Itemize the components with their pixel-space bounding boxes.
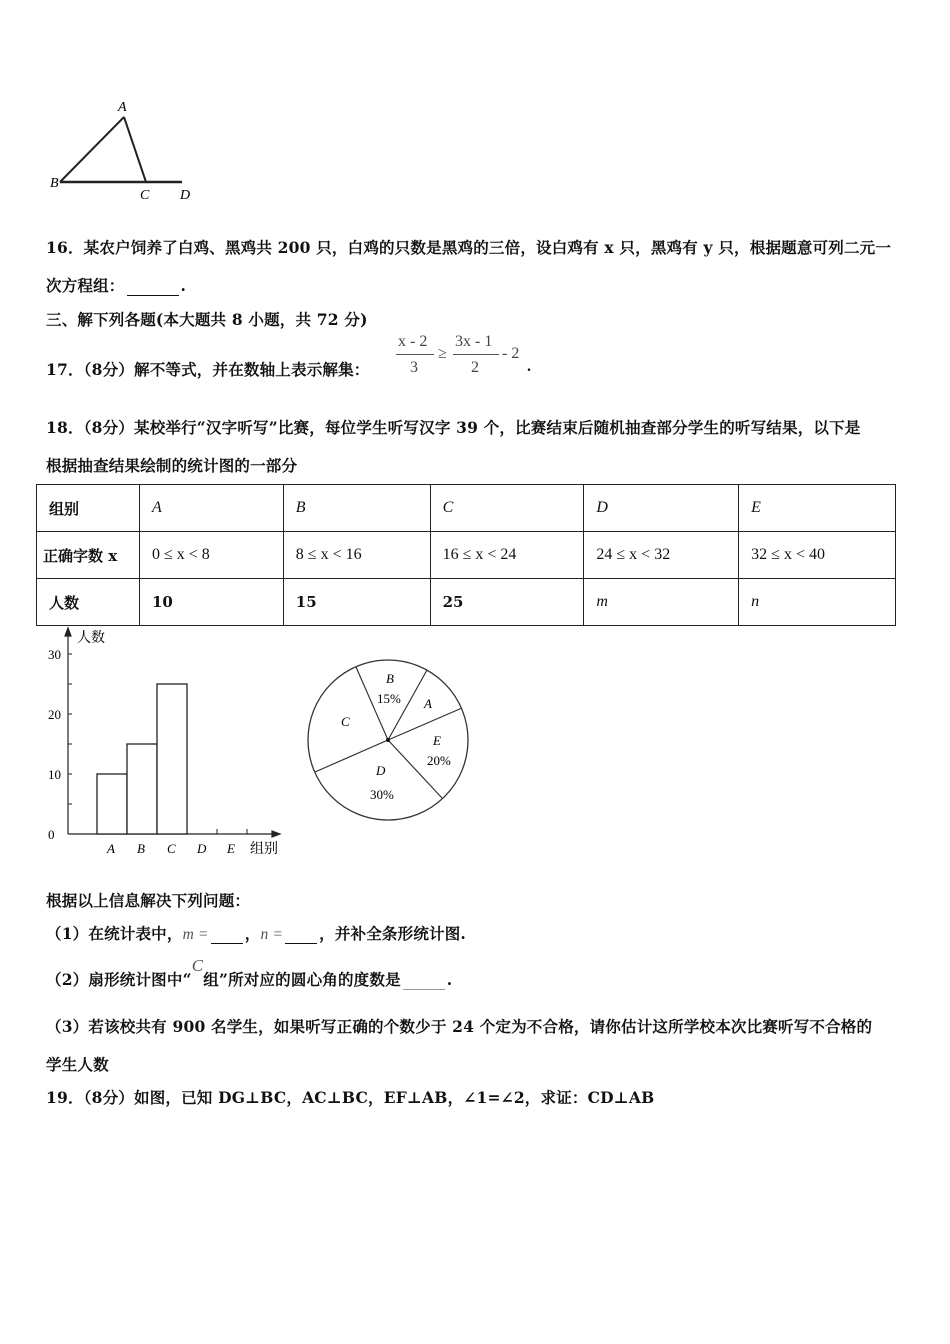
answer-blank[interactable] <box>127 294 179 296</box>
m-label: m = <box>182 926 209 943</box>
period: . <box>180 276 187 295</box>
label-a: A <box>118 100 127 115</box>
table-cell: 25 <box>430 579 584 626</box>
table-cell: E <box>739 485 896 532</box>
text: （1）在统计表中， <box>46 924 183 943</box>
n-label: n = <box>260 926 284 943</box>
bar-B <box>127 744 157 834</box>
x-tick-label: E <box>227 841 235 856</box>
y-tick-label: 10 <box>48 767 61 782</box>
bar-A <box>97 774 127 834</box>
text: ，并补全条形统计图. <box>319 924 467 943</box>
table-cell: 10 <box>139 579 283 626</box>
geq-sign: ≥ <box>438 345 447 362</box>
label-d: D <box>180 188 191 203</box>
x-tick-label: B <box>137 841 145 856</box>
q19-text: 19．（8分）如图，已知 DG⊥BC，AC⊥BC，EF⊥AB，∠1=∠2，求证：CD⊥AB <box>46 1088 655 1107</box>
sub-question-2 <box>46 956 453 990</box>
period: . <box>527 358 531 375</box>
angle-blank[interactable] <box>403 988 445 990</box>
q16-line2 <box>46 274 186 296</box>
y-tick-label: 20 <box>48 707 61 722</box>
pie-label-b: B <box>386 671 394 686</box>
y-tick-label: 0 <box>48 827 55 842</box>
table-cell: 32 ≤ x < 40 <box>739 532 896 579</box>
stats-table <box>36 484 896 626</box>
period: . <box>446 970 453 989</box>
denominator-1: 3 <box>410 359 418 376</box>
table-row <box>37 485 896 532</box>
q18-line2: 根据抽查结果绘制的统计图的一部分 <box>46 456 298 475</box>
pie-label-c: C <box>341 714 350 729</box>
table-cell: 人数 <box>37 579 140 626</box>
x-axis-label: 组别 <box>250 842 278 857</box>
table-cell: 0 ≤ x < 8 <box>139 532 283 579</box>
table-cell: n <box>739 579 896 626</box>
numerator-1: x - 2 <box>398 333 428 350</box>
m-blank[interactable] <box>211 942 243 944</box>
fraction-bar <box>453 354 499 355</box>
table-cell: 16 ≤ x < 24 <box>430 532 584 579</box>
pie-chart <box>300 650 480 830</box>
minus-two: - 2 <box>502 345 520 362</box>
triangle-figure <box>40 95 210 205</box>
pie-label-e: E <box>433 733 441 748</box>
pie-pct-b: 15% <box>377 691 401 706</box>
table-cell: 组别 <box>37 485 140 532</box>
table-cell: C <box>430 485 584 532</box>
bar-C <box>157 684 187 834</box>
y-tick-label: 30 <box>48 647 61 662</box>
section-3-heading: 三、解下列各题(本大题共 8 小题，共 72 分) <box>46 310 368 329</box>
q16-line1: 16．某农户饲养了白鸡、黑鸡共 200 只，白鸡的只数是黑鸡的三倍，设白鸡有 x 只，黑鸡有 y 只，根据题意可列二元一 <box>46 238 892 257</box>
table-cell: D <box>584 485 739 532</box>
pie-label-a: A <box>424 696 432 711</box>
text: ， <box>244 924 261 943</box>
y-axis-label: 人数 <box>77 631 105 646</box>
sub-question-3-line2: 学生人数 <box>46 1055 109 1074</box>
label-b: B <box>50 176 59 191</box>
text: （2）扇形统计图中“ <box>46 970 192 989</box>
table-cell: 8 ≤ x < 16 <box>283 532 430 579</box>
q18-line1: 18．（8分）某校举行“汉字听写”比赛，每位学生听写汉字 39 个，比赛结束后随机抽查部分学生的听写结果，以下是 <box>46 418 861 437</box>
pie-label-d: D <box>376 763 386 778</box>
table-cell: 正确字数 x <box>37 532 140 579</box>
table-cell: m <box>584 579 739 626</box>
x-tick-label: A <box>107 841 115 856</box>
pie-pct-d: 30% <box>370 787 394 802</box>
text: 组”所对应的圆心角的度数是 <box>203 970 401 989</box>
denominator-2: 2 <box>471 359 479 376</box>
table-cell: 24 ≤ x < 32 <box>584 532 739 579</box>
sub-question-3-line1: （3）若该校共有 900 名学生，如果听写正确的个数少于 24 个定为不合格，请你估计这所学校本次比赛听写不合格的 <box>46 1017 873 1036</box>
fraction-bar <box>396 354 434 355</box>
label-c: C <box>140 188 150 203</box>
table-cell: A <box>139 485 283 532</box>
questions-intro: 根据以上信息解决下列问题： <box>46 891 251 910</box>
numerator-2: 3x - 1 <box>455 333 493 350</box>
sub-question-1 <box>46 922 466 944</box>
q17-text: 17．（8分）解不等式，并在数轴上表示解集： <box>46 360 370 379</box>
q16-text: 次方程组： <box>46 276 125 295</box>
x-tick-label: D <box>197 841 207 856</box>
c-label: C <box>191 956 204 975</box>
pie-pct-e: 20% <box>427 753 451 768</box>
table-row <box>37 532 896 579</box>
table-cell: B <box>283 485 430 532</box>
table-row <box>37 579 896 626</box>
bar-chart <box>30 620 300 860</box>
table-cell: 15 <box>283 579 430 626</box>
n-blank[interactable] <box>285 942 317 944</box>
x-tick-label: C <box>167 841 176 856</box>
